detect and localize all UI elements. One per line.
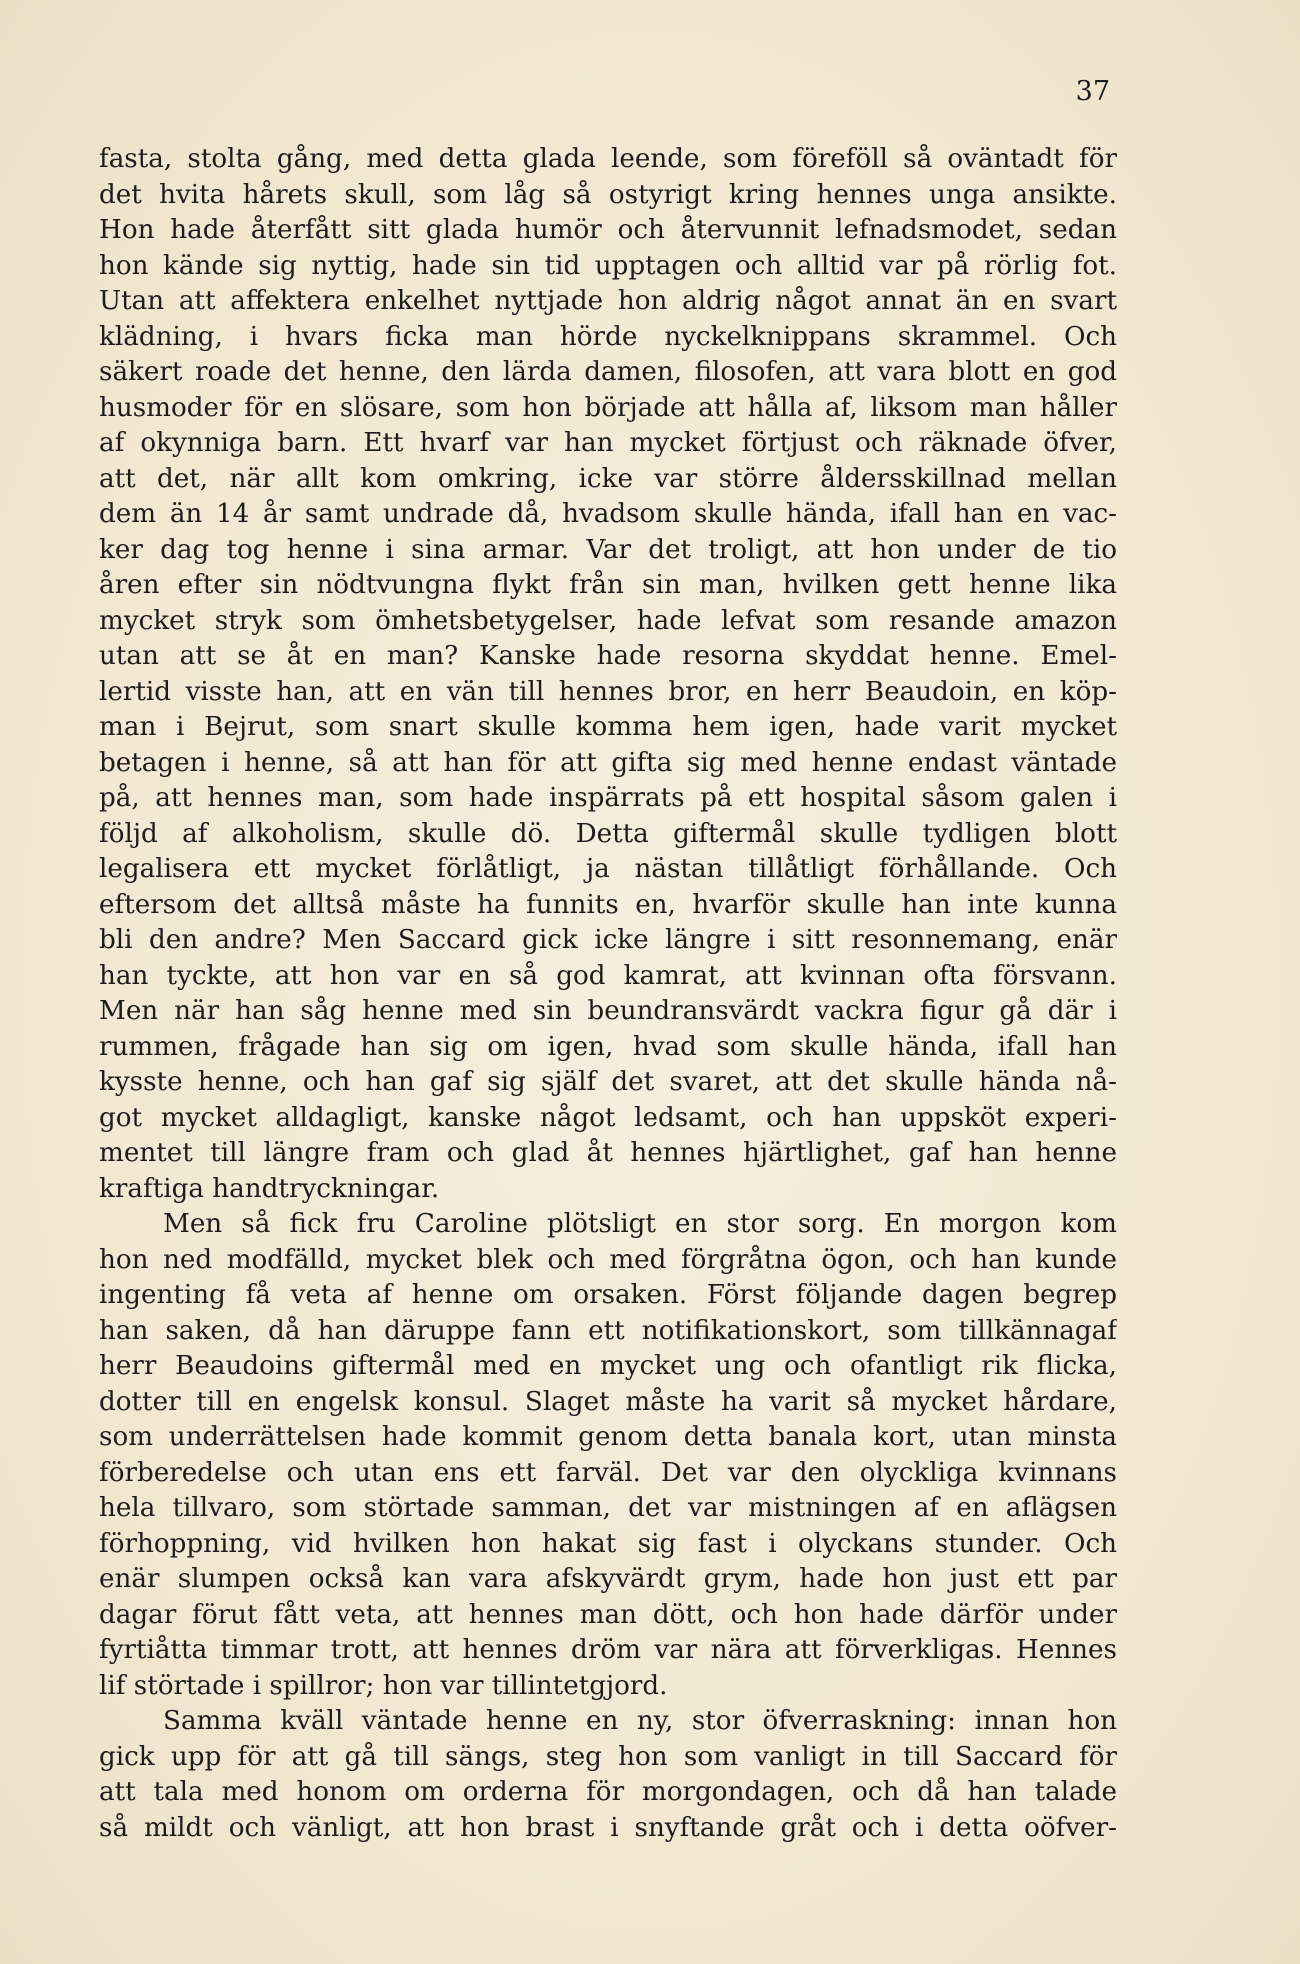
text-line: att tala med honom om orderna för morgondagen, och då han talade [99, 1777, 1117, 1807]
text-line: Men så fick fru Caroline plötsligt en stor sorg. En morgon kom [163, 1209, 1117, 1239]
text-line: hela tillvaro, som störtade samman, det var mistningen af en aflägsen [99, 1493, 1117, 1523]
page-number: 37 [1075, 76, 1110, 107]
text-line: förhoppning, vid hvilken hon hakat sig fast i olyckans stunder. Och [99, 1528, 1117, 1559]
text-line: han saken, då han däruppe fann ett notifikationskort, som tillkännagaf [99, 1315, 1117, 1346]
text-line: Utan att affektera enkelhet nyttjade hon aldrig något annat än en svart [99, 286, 1117, 316]
text-line: hon kände sig nyttig, hade sin tid upptagen och alltid var på rörlig fot. [99, 250, 1117, 281]
text-line: got mycket alldagligt, kanske något ledsamt, och han uppsköt experi- [99, 1102, 1117, 1133]
text-line: på, att hennes man, som hade inspärrats på ett hospital såsom galen i [99, 783, 1117, 813]
text-line: utan att se åt en man? Kanske hade resorna skyddat henne. Emel- [99, 641, 1117, 671]
text-line: lif störtade i spillror; hon var tillintetgjord. [99, 1670, 668, 1701]
text-line: fasta, stolta gång, med detta glada leende, som föreföll så oväntadt för [99, 144, 1117, 174]
text-line: säkert roade det henne, den lärda damen, filosofen, att vara blott en god [99, 357, 1117, 387]
text-line: fyrtiåtta timmar trott, att hennes dröm var nära att förverkligas. Hennes [99, 1635, 1117, 1665]
text-line: Samma kväll väntade henne en ny, stor öfverraskning: innan hon [163, 1706, 1117, 1736]
text-line: dagar förut fått veta, att hennes man dött, och hon hade därför under [99, 1599, 1117, 1630]
text-line: klädning, i hvars ficka man hörde nyckelknippans skrammel. Och [99, 321, 1117, 352]
text-line: eftersom det alltså måste ha funnits en, hvarför skulle han inte kunna [99, 889, 1117, 920]
text-line: legalisera ett mycket förlåtligt, ja nästan tillåtligt förhållande. Och [99, 854, 1117, 884]
text-line: dem än 14 år samt undrade då, hvadsom skulle hända, ifall han en vac- [99, 499, 1117, 529]
text-line: hon ned modfälld, mycket blek och med förgråtna ögon, och han kunde [99, 1244, 1117, 1275]
text-line: Hon hade återfått sitt glada humör och återvunnit lefnadsmodet, sedan [99, 215, 1117, 245]
text-line: kraftiga handtryckningar. [99, 1173, 440, 1204]
text-line: ingenting få veta af henne om orsaken. Först följande dagen begrep [99, 1280, 1117, 1310]
text-line: mentet till längre fram och glad åt hennes hjärtlighet, gaf han henne [99, 1138, 1117, 1168]
text-line: man i Bejrut, som snart skulle komma hem igen, hade varit mycket [99, 712, 1117, 742]
text-line: åren efter sin nödtvungna flykt från sin man, hvilken gett henne lika [99, 570, 1117, 600]
text-line: husmoder för en slösare, som hon började att hålla af, liksom man håller [99, 392, 1117, 423]
text-line: förberedelse och utan ens ett farväl. Det var den olyckliga kvinnans [99, 1457, 1117, 1488]
text-line: lertid visste han, att en vän till hennes bror, en herr Beaudoin, en köp- [99, 676, 1117, 707]
text-line: att det, när allt kom omkring, icke var större åldersskillnad mellan [99, 463, 1117, 494]
text-line: af okynniga barn. Ett hvarf var han mycket förtjust och räknade öfver, [99, 428, 1117, 458]
text-line: bli den andre? Men Saccard gick icke längre i sitt resonnemang, enär [99, 925, 1117, 955]
text-line: gick upp för att gå till sängs, steg hon som vanligt in till Saccard för [99, 1741, 1117, 1772]
text-line: Men när han såg henne med sin beundransvärdt vackra figur gå där i [99, 996, 1117, 1026]
text-line: betagen i henne, så att han för att gifta sig med henne endast väntade [99, 747, 1117, 778]
text-line: mycket stryk som ömhetsbetygelser, hade lefvat som resande amazon [99, 605, 1117, 636]
text-line: herr Beaudoins giftermål med en mycket ung och ofantligt rik flicka, [99, 1351, 1117, 1381]
text-line: enär slumpen också kan vara afskyvärdt grym, hade hon just ett par [99, 1564, 1117, 1594]
text-line: han tyckte, att hon var en så god kamrat, att kvinnan ofta försvann. [99, 960, 1117, 991]
text-line: dotter till en engelsk konsul. Slaget måste ha varit så mycket hårdare, [99, 1386, 1117, 1417]
text-line: ker dag tog henne i sina armar. Var det troligt, att hon under de tio [99, 534, 1117, 565]
text-line: följd af alkoholism, skulle dö. Detta giftermål skulle tydligen blott [99, 818, 1117, 849]
text-line: som underrättelsen hade kommit genom detta banala kort, utan minsta [99, 1422, 1117, 1452]
body-text [99, 142, 1117, 1846]
text-line: så mildt och vänligt, att hon brast i snyftande gråt och i detta oöfver- [99, 1812, 1117, 1843]
text-line: rummen, frågade han sig om igen, hvad som skulle hända, ifall han [99, 1031, 1117, 1062]
text-line: kysste henne, och han gaf sig själf det svaret, att det skulle hända nå- [99, 1067, 1117, 1097]
text-line: det hvita hårets skull, som låg så ostyrigt kring hennes unga ansikte. [99, 179, 1117, 210]
